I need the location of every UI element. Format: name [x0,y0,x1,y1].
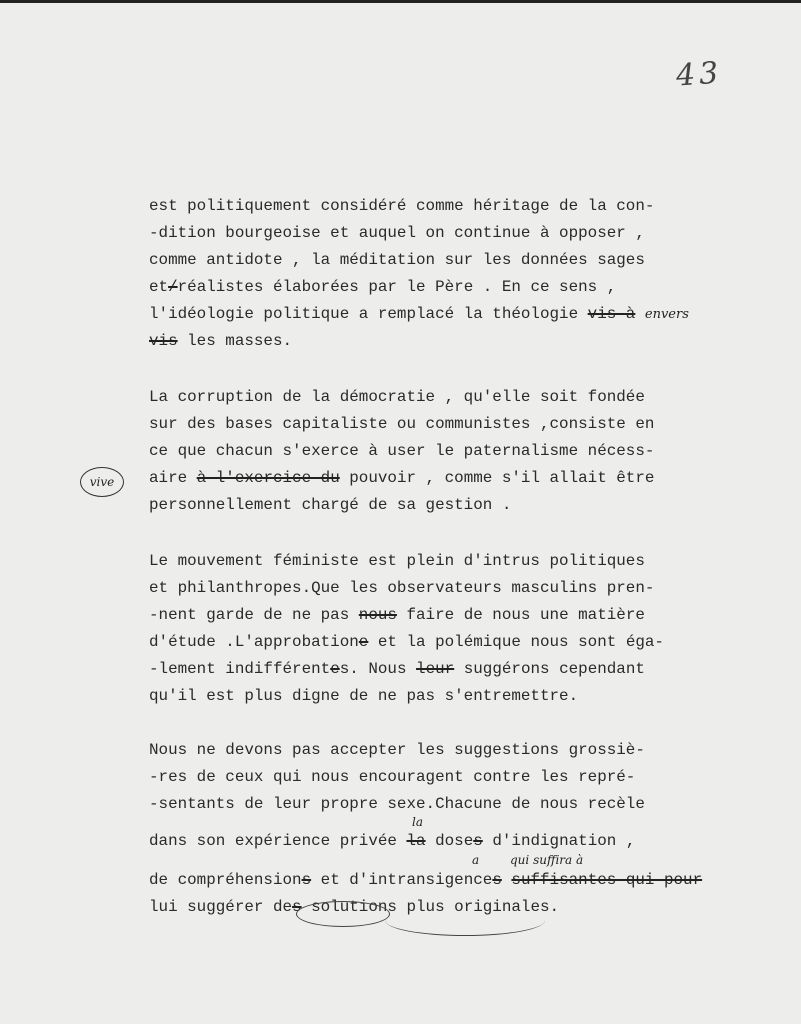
struck-text: e [330,660,340,678]
struck-text: leur [416,660,455,678]
typed-text: et la polémique nous sont éga- [368,633,664,651]
struck-text: s [473,832,483,850]
struck-text: / [168,278,178,296]
paragraph [149,384,654,519]
typed-text: de compréhension [149,871,302,889]
handwritten-insertion: la [412,815,423,829]
text-line [149,629,664,656]
text-line [149,247,689,274]
text-line [149,328,689,355]
typed-text: -sentants de leur propre sexe.Chacune de nous recèle [149,795,645,813]
typed-text: solutions plus originales. [301,898,560,916]
typed-text: ce que chacun s'exerce à user le paternalisme nécess- [149,442,655,460]
typed-text: sur des bases capitaliste ou communistes ,consiste en [149,415,655,433]
margin-note: vive [80,467,124,497]
typed-text: aire [149,469,197,487]
text-line [149,548,664,575]
typed-text: réalistes élaborées par le Père . En ce sens , [177,278,617,296]
typed-text: comme antidote , la méditation sur les données sages [149,251,645,269]
typed-text: suggérons cependant [454,660,645,678]
struck-text: la [406,832,426,850]
typed-text: faire de nous une matière [396,606,645,624]
struck-text: vis à [587,305,636,323]
text-line [149,764,702,791]
text-line [149,683,664,710]
text-line [149,465,654,492]
typed-text: pouvoir , comme s'il allait être [339,469,655,487]
text-line [149,274,689,301]
text-line [149,791,702,818]
typed-text: l'idéologie politique a remplacé la théologie [149,305,588,323]
text-line [149,656,664,683]
typed-text: lui suggérer de [149,898,293,916]
handwritten-insertion: a [472,853,480,867]
typed-text: personnellement chargé de sa gestion . [149,496,512,514]
typed-text: -nent garde de ne pas [149,606,359,624]
text-line [149,384,654,411]
text-line [149,301,689,328]
text-line [149,411,654,438]
typed-text: et [149,278,169,296]
handwritten-insertion: qui suffira à [510,853,584,867]
struck-text: e [358,633,369,651]
struck-text: s [292,898,302,916]
struck-text: nous [358,606,397,624]
typed-text: -dition bourgeoise et auquel on continue à opposer , [149,224,645,242]
page-number: 43 [674,55,724,94]
handwritten-text: envers [644,307,689,322]
typed-text: et philanthropes.Que les observateurs masculins pren- [149,579,655,597]
typed-text: s. Nous [339,660,417,678]
paragraph [149,193,689,355]
text-line [149,220,689,247]
struck-text: suffisantes qui pour [511,871,703,889]
typed-text: dose [425,832,474,850]
typed-text: Le mouvement féministe est plein d'intrus politiques [149,552,645,570]
typed-text: -res de ceux qui nous encouragent contre les repré- [149,768,636,786]
struck-text: vis [149,332,178,350]
typed-text: La corruption de la démocratie , qu'elle soit fondée [149,388,645,406]
text-line [149,492,654,519]
paragraph [149,737,702,921]
typed-text: Nous ne devons pas accepter les suggestions grossiè- [149,741,645,759]
typed-text [502,871,512,889]
text-line [149,828,702,855]
text-line [149,575,664,602]
struck-text: s [492,871,502,889]
text-line [149,193,689,220]
circled-word-mark [296,901,390,927]
struck-text: à l'exercice du [196,469,340,487]
move-arrow-mark [385,905,545,936]
text-line [149,602,664,629]
typed-text: qu'il est plus digne de ne pas s'entremettre. [149,687,579,705]
text-line [149,867,702,894]
typed-text: est politiquement considéré comme héritage de la con- [149,197,655,215]
struck-text: s [301,871,312,889]
text-line [149,438,654,465]
typed-text [635,305,645,323]
typed-text: dans son expérience privée [149,832,407,850]
text-line [149,737,702,764]
typed-text: -lement indifférent [149,660,331,678]
typed-text: les masses. [177,332,293,350]
typed-text: d'étude .L'approbation [149,633,359,651]
paragraph [149,548,664,710]
typed-text: d'indignation , [482,832,636,850]
typed-text: et d'intransigence [311,871,493,889]
